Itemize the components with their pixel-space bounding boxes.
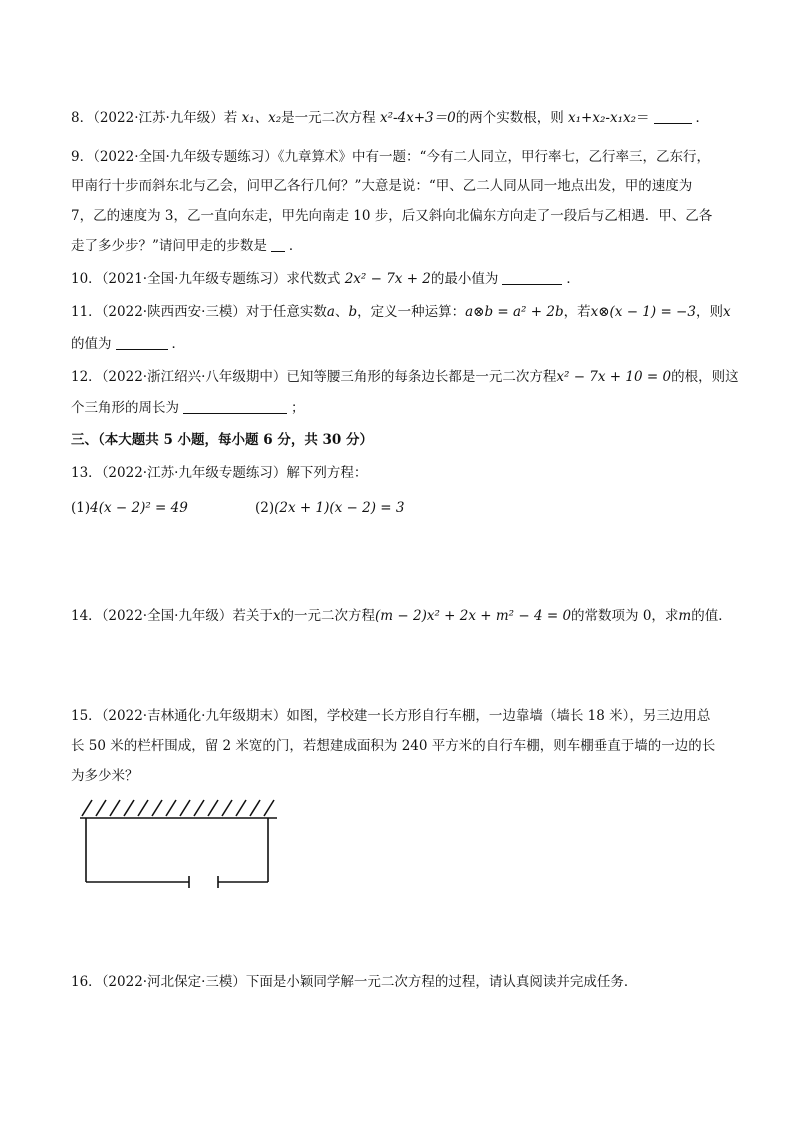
answer-blank bbox=[654, 109, 692, 124]
question-9-line-4: 走了多少步？”请问甲走的步数是 ． bbox=[71, 238, 303, 254]
question-source: （2022·全国·九年级专题练习） bbox=[93, 149, 278, 165]
math-condition: x⊗(x − 1) = −3 bbox=[590, 304, 696, 320]
question-number: 14． bbox=[71, 608, 102, 624]
math-definition: a⊗b = a² + 2b bbox=[465, 304, 564, 320]
wall-hatching bbox=[82, 800, 274, 816]
question-number: 12． bbox=[71, 369, 102, 385]
math-roots: x₁、x₂ bbox=[241, 110, 282, 126]
section-heading: 三、（本大题共 5 小题，每小题 6 分，共 30 分） bbox=[71, 432, 374, 448]
answer-blank bbox=[502, 270, 562, 285]
question-11-line-1: 11．（2022·陕西西安·三模）对于任意实数a、b，定义一种运算：a⊗b = a² + 2b，若x⊗(x − 1) = −3，则x bbox=[71, 304, 731, 320]
question-number: 15． bbox=[71, 708, 102, 724]
question-source: （2022·全国·九年级） bbox=[101, 608, 233, 624]
question-source: （2022·河北保定·三模） bbox=[101, 974, 246, 990]
question-number: 16． bbox=[71, 974, 102, 990]
question-15-line-3: 为多少米？ bbox=[71, 768, 139, 784]
answer-blank bbox=[116, 335, 168, 350]
math-expression: 2x² − 7x + 2 bbox=[344, 271, 431, 287]
question-source: （2021·全国·九年级专题练习） bbox=[101, 271, 287, 287]
question-13-part-2: (2)(2x + 1)(x − 2) = 3 bbox=[255, 500, 405, 516]
question-number: 9． bbox=[71, 149, 94, 165]
math-equation: 4(x − 2)² = 49 bbox=[90, 500, 188, 516]
math-equation: (m − 2)x² + 2x + m² − 4 = 0 bbox=[375, 608, 572, 624]
answer-blank bbox=[183, 399, 287, 414]
question-source: （2022·浙江绍兴·八年级期中） bbox=[101, 369, 287, 385]
answer-blank bbox=[271, 237, 285, 252]
question-source: （2022·吉林通化·九年级期末） bbox=[101, 708, 287, 724]
question-number: 13． bbox=[71, 465, 102, 481]
question-16: 16．（2022·河北保定·三模）下面是小颖同学解一元二次方程的过程，请认真阅读并完成任务． bbox=[71, 974, 638, 990]
bike-shed-diagram bbox=[72, 796, 292, 896]
question-15-line-1: 15．（2022·吉林通化·九年级期末）如图，学校建一长方形自行车棚，一边靠墙（墙长 18 米），另三边用总 bbox=[71, 708, 711, 724]
math-equation: (2x + 1)(x − 2) = 3 bbox=[274, 500, 405, 516]
question-15-line-2: 长 50 米的栏杆围成，留 2 米宽的门，若想建成面积为 240 平方米的自行车棚，则车棚垂直于墙的一边的长 bbox=[71, 738, 716, 754]
question-number: 11． bbox=[71, 304, 102, 320]
question-9-line-1: 9．（2022·全国·九年级专题练习）《九章算术》中有一题：“今有二人同立，甲行率七，乙行率三，乙东行， bbox=[71, 149, 710, 165]
question-12-line-1: 12．（2022·浙江绍兴·八年级期中）已知等腰三角形的每条边长都是一元二次方程x² − 7x + 10 = 0的根，则这 bbox=[71, 369, 739, 385]
question-source: （2022·江苏·九年级） bbox=[93, 110, 224, 126]
question-number: 10． bbox=[71, 271, 102, 287]
question-11-line-2: 的值为 ． bbox=[71, 336, 185, 352]
question-13: 13．（2022·江苏·九年级专题练习）解下列方程： bbox=[71, 465, 368, 481]
question-14: 14．（2022·全国·九年级）若关于x的一元二次方程(m − 2)x² + 2x + m² − 4 = 0的常数项为 0，求m的值． bbox=[71, 608, 732, 624]
question-number: 8． bbox=[71, 110, 94, 126]
question-12-line-2: 个三角形的周长为 ； bbox=[71, 400, 305, 416]
question-9-line-2: 甲南行十步而斜东北与乙会，问甲乙各行几何？”大意是说：“甲、乙二人同从同一地点出发，甲的速度为 bbox=[71, 178, 693, 194]
math-expression: x₁+x₂-x₁x₂ bbox=[568, 110, 637, 126]
question-source: （2022·江苏·九年级专题练习） bbox=[101, 465, 287, 481]
question-10: 10．（2021·全国·九年级专题练习）求代数式 2x² − 7x + 2的最小值为 ． bbox=[71, 271, 580, 287]
question-source: （2022·陕西西安·三模） bbox=[101, 304, 246, 320]
math-equation: x²-4x+3＝0 bbox=[379, 110, 456, 126]
question-13-part-1: (1)4(x − 2)² = 49 bbox=[71, 500, 188, 516]
question-9-line-3: 7，乙的速度为 3，乙一直向东走，甲先向南走 10 步，后又斜向北偏东方向走了一段后与乙相遇．甲、乙各 bbox=[71, 208, 713, 224]
math-equation: x² − 7x + 10 = 0 bbox=[556, 369, 672, 385]
question-8: 8．（2022·江苏·九年级）若 x₁、x₂是一元二次方程 x²-4x+3＝0的两个实数根，则 x₁+x₂-x₁x₂＝ ． bbox=[71, 110, 710, 126]
